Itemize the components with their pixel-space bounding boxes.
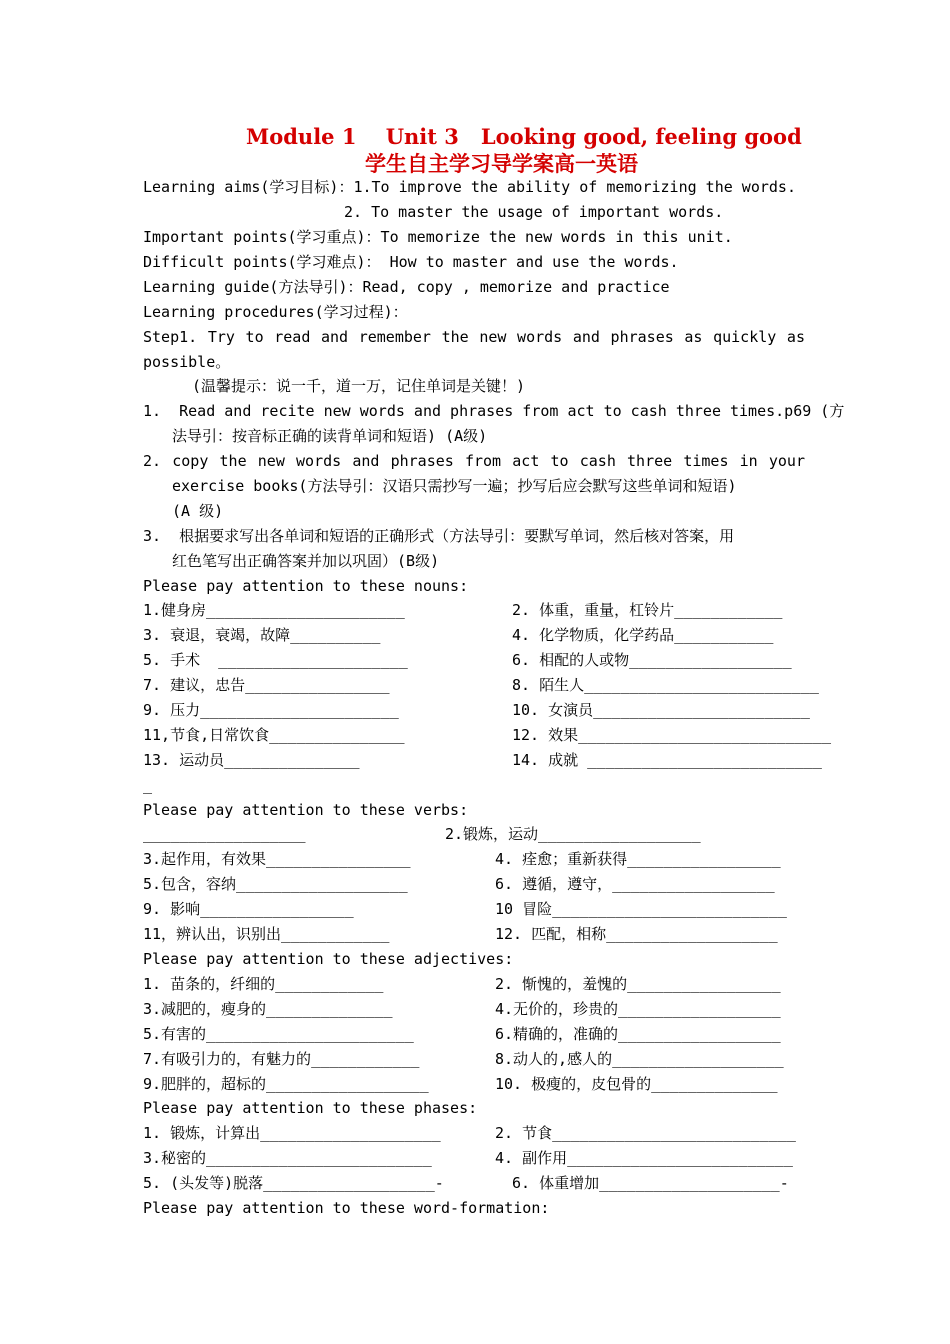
- tip: (温馨提示：说一千，道一万，记住单词是关键！): [192, 377, 526, 395]
- noun-item: _: [143, 776, 153, 794]
- verb-item: 9. 影响_________________: [143, 900, 354, 918]
- item-2-line-c: (A 级): [172, 502, 224, 520]
- noun-item: 5. 手术 _____________________: [143, 651, 408, 669]
- adjective-item: 3.减肥的，瘦身的______________: [143, 1000, 393, 1018]
- noun-item: 3. 衰退，衰竭，故障__________: [143, 626, 381, 644]
- noun-item: 7. 建议，忠告________________: [143, 676, 390, 694]
- adjective-item: 8.动人的,感人的___________________: [495, 1050, 784, 1068]
- noun-item: 10. 女演员________________________: [512, 701, 810, 719]
- title-line-1: Module 1 Unit 3 Looking good, feeling good: [246, 124, 802, 149]
- difficult-points: Difficult points(学习难点)： How to master and use the words.: [143, 253, 679, 271]
- noun-item: 1.健身房______________________: [143, 601, 405, 619]
- title-line-2: 学生自主学习导学案高一英语: [365, 151, 638, 176]
- verb-item: 4. 痊愈；重新获得_________________: [495, 850, 781, 868]
- adjective-item: 1. 苗条的，纤细的____________: [143, 975, 384, 993]
- item-3-line-a: 3. 根据要求写出各单词和短语的正确形式（方法导引：要默写单词，然后核对答案，用: [143, 527, 735, 545]
- adjectives-heading: Please pay attention to these adjectives:: [143, 950, 514, 968]
- noun-item: 11,节食,日常饮食_______________: [143, 726, 405, 744]
- item-1-line-b: 法导引：按音标正确的读背单词和短语) (A级): [172, 427, 488, 445]
- verb-item: 6. 遵循，遵守，__________________: [495, 875, 775, 893]
- adjective-item: 2. 惭愧的，羞愧的_________________: [495, 975, 781, 993]
- phrase-item: 6. 体重增加____________________-: [512, 1174, 789, 1192]
- item-2-line-a: 2. copy the new words and phrases from act to cash three times in your: [143, 452, 805, 470]
- item-1-line-a: 1. Read and recite new words and phrases from act to cash three times.p69 (方: [143, 402, 845, 420]
- word-formation-heading: Please pay attention to these word-formation:: [143, 1199, 550, 1217]
- noun-item: 9. 压力______________________: [143, 701, 399, 719]
- adjective-item: 5.有害的_______________________: [143, 1025, 414, 1043]
- learning-aims-2: 2. To master the usage of important words.: [344, 203, 724, 221]
- noun-item: 14. 成就 __________________________: [512, 751, 822, 769]
- noun-item: 12. 效果____________________________: [512, 726, 831, 744]
- verb-item: 5.包含，容纳___________________: [143, 875, 408, 893]
- item-3-line-b: 红色笔写出正确答案并加以巩固）(B级): [172, 552, 440, 570]
- important-points: Important points(学习重点)：To memorize the new words in this unit.: [143, 228, 733, 246]
- learning-procedures: Learning procedures(学习过程)：: [143, 303, 408, 321]
- noun-item: 6. 相配的人或物__________________: [512, 651, 792, 669]
- verb-item: 10 冒险__________________________: [495, 900, 787, 918]
- noun-item: 13. 运动员_______________: [143, 751, 360, 769]
- adjective-item: 7.有吸引力的，有魅力的____________: [143, 1050, 420, 1068]
- step1-cont: possible。: [143, 353, 231, 371]
- step1: Step1. Try to read and remember the new words and phrases as quickly as: [143, 328, 805, 346]
- nouns-heading: Please pay attention to these nouns:: [143, 577, 469, 595]
- verb-item: 2.锻炼，运动__________________: [445, 825, 701, 843]
- adjective-item: 9.肥胖的，超标的__________________: [143, 1075, 429, 1093]
- phrases-heading: Please pay attention to these phases:: [143, 1099, 478, 1117]
- verb-item: 11，辨认出，识别出____________: [143, 925, 390, 943]
- adjective-item: 4.无价的，珍贵的__________________: [495, 1000, 781, 1018]
- verb-item: 12. 匹配，相称___________________: [495, 925, 778, 943]
- adjective-item: 10. 极瘦的，皮包骨的______________: [495, 1075, 778, 1093]
- phrase-item: 4. 副作用_________________________: [495, 1149, 793, 1167]
- learning-guide: Learning guide(方法导引)：Read, copy , memorize and practice: [143, 278, 670, 296]
- phrase-item: 2. 节食___________________________: [495, 1124, 796, 1142]
- learning-aims: Learning aims(学习目标)：1.To improve the ability of memorizing the words.: [143, 178, 796, 196]
- adjective-item: 6.精确的，准确的__________________: [495, 1025, 781, 1043]
- verb-item: 3.起作用，有效果________________: [143, 850, 411, 868]
- phrase-item: 3.秘密的_________________________: [143, 1149, 432, 1167]
- noun-item: 4. 化学物质，化学药品___________: [512, 626, 774, 644]
- noun-item: 2. 体重，重量，杠铃片____________: [512, 601, 783, 619]
- item-2-line-b: exercise books(方法导引：汉语只需抄写一遍；抄写后应会默写这些单词和短语): [172, 477, 737, 495]
- phrase-item: 5. (头发等)脱落___________________-: [143, 1174, 444, 1192]
- noun-item: 8. 陌生人__________________________: [512, 676, 819, 694]
- phrase-item: 1. 锻炼，计算出____________________: [143, 1124, 441, 1142]
- verbs-heading: Please pay attention to these verbs:: [143, 801, 469, 819]
- verb-item: __________________: [143, 825, 306, 843]
